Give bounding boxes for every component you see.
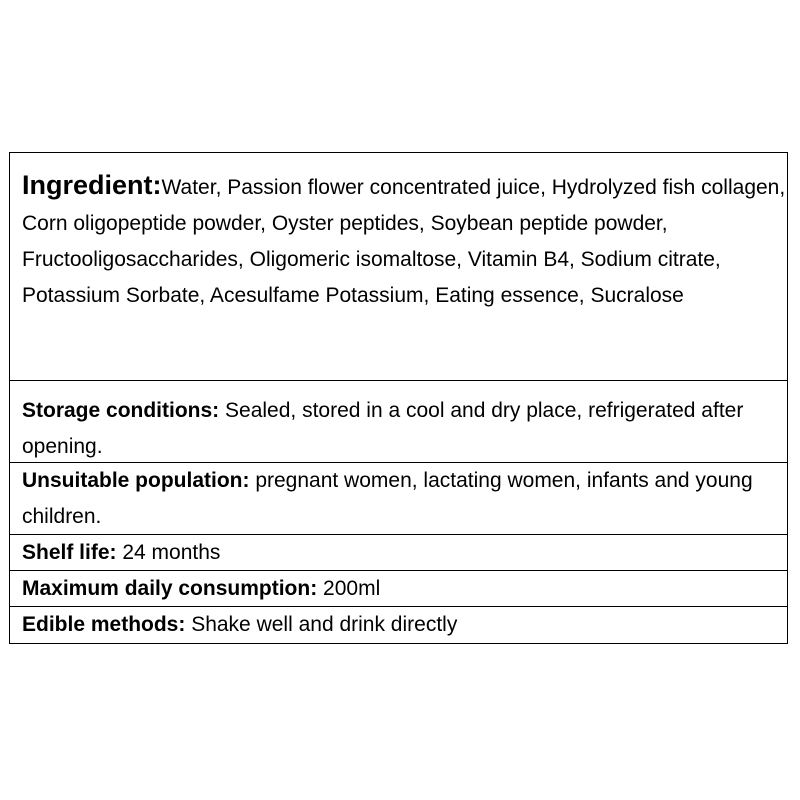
storage-value: Sealed, stored in a cool and dry place, refrigerated after opening. bbox=[22, 399, 744, 458]
edible-methods-value: Shake well and drink directly bbox=[185, 613, 458, 636]
shelf-life-row bbox=[10, 535, 787, 571]
max-daily-value: 200ml bbox=[317, 577, 381, 600]
ingredient-label: Ingredient: bbox=[22, 170, 162, 200]
edible-methods-label: Edible methods: bbox=[22, 613, 186, 636]
ingredient-row bbox=[10, 153, 787, 381]
unsuitable-row bbox=[10, 463, 787, 535]
ingredient-value: Water, Passion flower concentrated juice, Hydrolyzed fish collagen, Corn oligopeptide powder, Oyster peptides, Soybean peptide powder, Fructooligosaccharides, Oligomeric isomaltose, Vitamin B4, Sodium citrate, Potassium Sorbate, Acesulfame Potassium, Eating essence, Sucralose bbox=[22, 176, 786, 307]
storage-label: Storage conditions: bbox=[22, 399, 220, 422]
shelf-life-value: 24 months bbox=[116, 541, 221, 564]
storage-row bbox=[10, 381, 787, 463]
max-daily-row bbox=[10, 571, 787, 607]
product-info-table bbox=[9, 152, 788, 644]
edible-methods-row bbox=[10, 607, 787, 643]
unsuitable-label: Unsuitable population: bbox=[22, 469, 250, 492]
max-daily-label: Maximum daily consumption: bbox=[22, 577, 318, 600]
unsuitable-value: pregnant women, lactating women, infants and young children. bbox=[22, 469, 753, 528]
shelf-life-label: Shelf life: bbox=[22, 541, 117, 564]
